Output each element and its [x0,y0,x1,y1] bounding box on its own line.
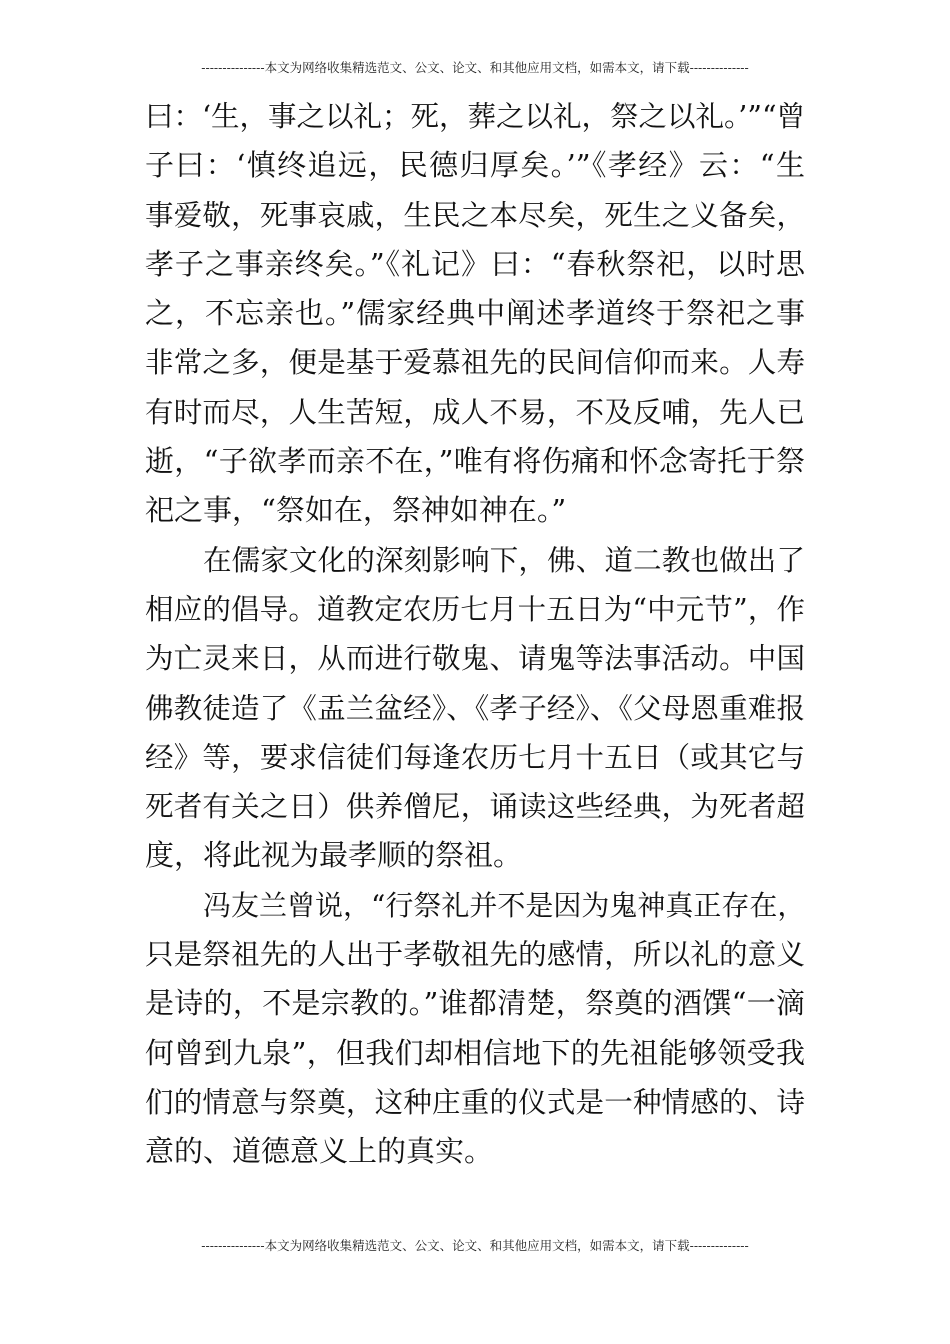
text-line: 是诗的，不是宗教的。”谁都清楚，祭奠的酒馔“一滴 [145,986,805,1021]
page-footer: ---------------本文为网络收集精选范文、公文、论文、和其他应用文档，如需本文，请下载-------------- [201,1238,749,1253]
text-line: 相应的倡导。道教定农历七月十五日为“中元节”，作 [145,592,805,626]
text-line: 们的情意与祭奠，这种庄重的仪式是一种情感的、诗 [145,1085,805,1119]
text-line: 只是祭祖先的人出于孝敬祖先的感情，所以礼的意义 [145,938,805,972]
text-line: 意的、道德意义上的真实。 [145,1134,494,1169]
text-line: 子曰：‘慎终追远，民德归厚矣。’”《孝经》云：“生 [145,148,805,183]
text-line: 为亡灵来日，从而进行敬鬼、请鬼等法事活动。中国 [145,642,805,676]
text-line: 死者有关之日）供养僧尼，诵读这些经典，为死者超 [145,790,805,824]
text-line: 非常之多，便是基于爱慕祖先的民间信仰而来。人寿 [145,346,805,380]
text-line: 之，不忘亲也。”儒家经典中阐述孝道终于祭祀之事 [145,296,805,331]
paragraph-first-line: 在儒家文化的深刻影响下，佛、道二教也做出了 [203,543,805,577]
text-line: 事爱敬，死事哀戚，生民之本尽矣，死生之义备矣， [145,198,805,232]
text-line: 何曾到九泉”，但我们却相信地下的先祖能够领受我 [145,1035,805,1070]
paragraph-first-line: 冯友兰曾说，“行祭礼并不是因为鬼神真正存在， [203,888,806,922]
text-line: 逝，“子欲孝而亲不在，”唯有将伤痛和怀念寄托于祭 [145,444,805,479]
document-body [145,92,805,1177]
text-line: 度，将此视为最孝顺的祭祖。 [145,838,523,873]
text-line: 有时而尽，人生苦短，成人不易，不及反哺，先人已 [145,395,805,429]
text-line: 佛教徒造了《盂兰盆经》、《孝子经》、《父母恩重难报 [145,691,805,725]
text-line: 经》等，要求信徒们每逢农历七月十五日（或其它与 [145,740,805,774]
text-line: 曰：‘生，事之以礼；死，葬之以礼，祭之以礼。’”“曾 [145,100,806,133]
text-line: 孝子之事亲终矣。”《礼记》曰：“春秋祭祀，以时思 [145,246,805,281]
text-line: 祀之事，“祭如在，祭神如神在。” [145,493,567,528]
page-header: ---------------本文为网络收集精选范文、公文、论文、和其他应用文档，如需本文，请下载-------------- [201,60,749,75]
